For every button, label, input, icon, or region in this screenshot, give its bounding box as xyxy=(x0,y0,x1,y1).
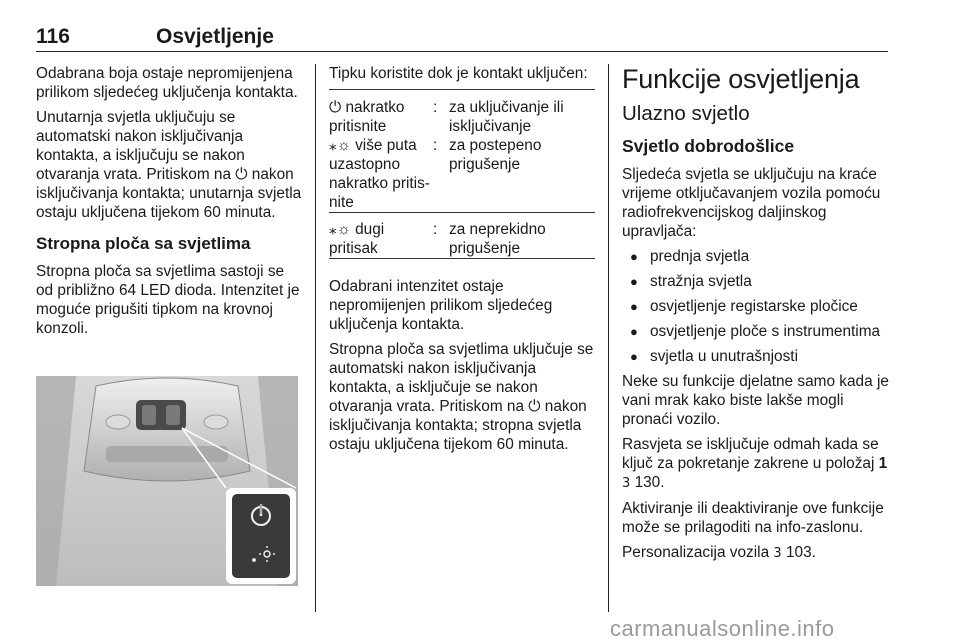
page-ref-130[interactable]: 130. xyxy=(634,474,665,491)
title-lighting-functions: Funkcije osvjetljenja xyxy=(622,64,860,94)
section-entry-light: Ulazno svjetlo xyxy=(622,102,750,125)
lights-list xyxy=(622,247,890,366)
table-separator xyxy=(329,212,595,220)
paragraph-intensity-remains: Odabrani intenzitet ostaje nepromijenjen prilikom sljedećeg uključenja kontakta. xyxy=(329,277,553,333)
row-value: za uključivanje ili isključivanje xyxy=(449,98,564,135)
roof-console-photo xyxy=(36,376,298,586)
paragraph-ceiling-auto: Stropna ploča sa svjetlima uključuje se automatski nakon isključivanja kontakta, a isključuje se nakon otvaranja vrata. Pritiskom na ⏻ nakon isključivanja kontakta; stropna svjetla ostaju uključena tijekom 60 minuta. xyxy=(329,340,594,453)
paragraph-welcome-intro: Sljedeća svjetla se uključuju na kraće vrijeme otključavanjem vozila pomoću radiofrekvencijskog daljinskog upravljača: xyxy=(622,166,881,240)
page-number: 116 xyxy=(36,25,70,48)
column-divider-left xyxy=(315,64,316,612)
paragraph-interior-lights: Unutarnja svjetla uključuju se automatski nakon isključivanja kontakta, a isključuju se nakon otvaranja vrata. Pritiskom na ⏻ nakon isključivanja kontakta; unutarnja svjetla ostaju uključena tijekom 60 minuta. xyxy=(36,109,302,221)
table-separator xyxy=(329,259,595,267)
row-sep: : xyxy=(433,136,438,154)
page-ref-arrow-icon: 3 xyxy=(773,546,782,561)
paragraph-info-display: Aktiviranje ili deaktiviranje ove funkcije može se prilagoditi na info-zaslonu. xyxy=(622,500,884,536)
row-sep: : xyxy=(433,98,438,116)
list-item: ● prednja svjetla xyxy=(622,247,890,266)
control-table xyxy=(329,89,595,267)
column-left xyxy=(36,64,302,344)
column-middle xyxy=(329,64,595,460)
paragraph-led-panel: Stropna ploča sa svjetlima sastoji se od približno 64 LED dioda. Intenzitet je moguće prigušiti tipkom na krovnoj konzoli. xyxy=(36,263,300,337)
roof-console-illustration xyxy=(36,376,298,586)
row-key: ⏻ nakratko pritisnite xyxy=(329,98,405,135)
list-item: ● svjetla u unutrašnjosti xyxy=(622,347,890,366)
chapter-title: Osvjetljenje xyxy=(156,25,274,48)
subsection-welcome-light: Svjetlo dobrodošlice xyxy=(622,136,795,156)
table-separator xyxy=(329,90,595,98)
column-right xyxy=(622,64,890,569)
table-row xyxy=(329,98,595,136)
row-value: za postepeno prigušenje xyxy=(449,136,542,173)
list-item: ● stražnja svjetla xyxy=(622,272,890,291)
page-ref-arrow-icon: 3 xyxy=(622,476,631,491)
paragraph-color-remains: Odabrana boja ostaje nepromijenjena prilikom sljedećeg uključenja kontakta. xyxy=(36,65,298,101)
column-divider-right xyxy=(608,64,609,612)
heading-ceiling-panel: Stropna ploča sa svjetlima xyxy=(36,234,251,253)
row-key: ⁎☼ dugi pritisak xyxy=(329,221,385,257)
table-row xyxy=(329,220,595,259)
row-sep: : xyxy=(433,221,438,238)
page-header xyxy=(36,22,888,52)
watermark: carmanualsonline.info xyxy=(610,616,835,641)
list-item: ● osvjetljenje ploče s instrumentima xyxy=(622,322,890,341)
row-key: ⁎☼ više puta uzastopno nakratko pritis-nite xyxy=(329,136,430,211)
list-item: ● osvjetljenje registarske pločice xyxy=(622,297,890,316)
row-value: za neprekidno prigušenje xyxy=(449,221,546,257)
paragraph-switch-off: Rasvjeta se isključuje odmah kada se ključ za pokretanje zakrene u položaj 1 3 130. xyxy=(622,436,888,491)
table-intro: Tipku koristite dok je kontakt uključen: xyxy=(329,65,588,82)
table-row xyxy=(329,136,595,213)
paragraph-dark-only: Neke su funkcije djelatne samo kada je vani mrak kako biste lakše mogli pronaći vozilo. xyxy=(622,373,889,428)
page-ref-103[interactable]: 103. xyxy=(785,544,816,561)
paragraph-personalization: Personalizacija vozila 3 103. xyxy=(622,544,816,561)
